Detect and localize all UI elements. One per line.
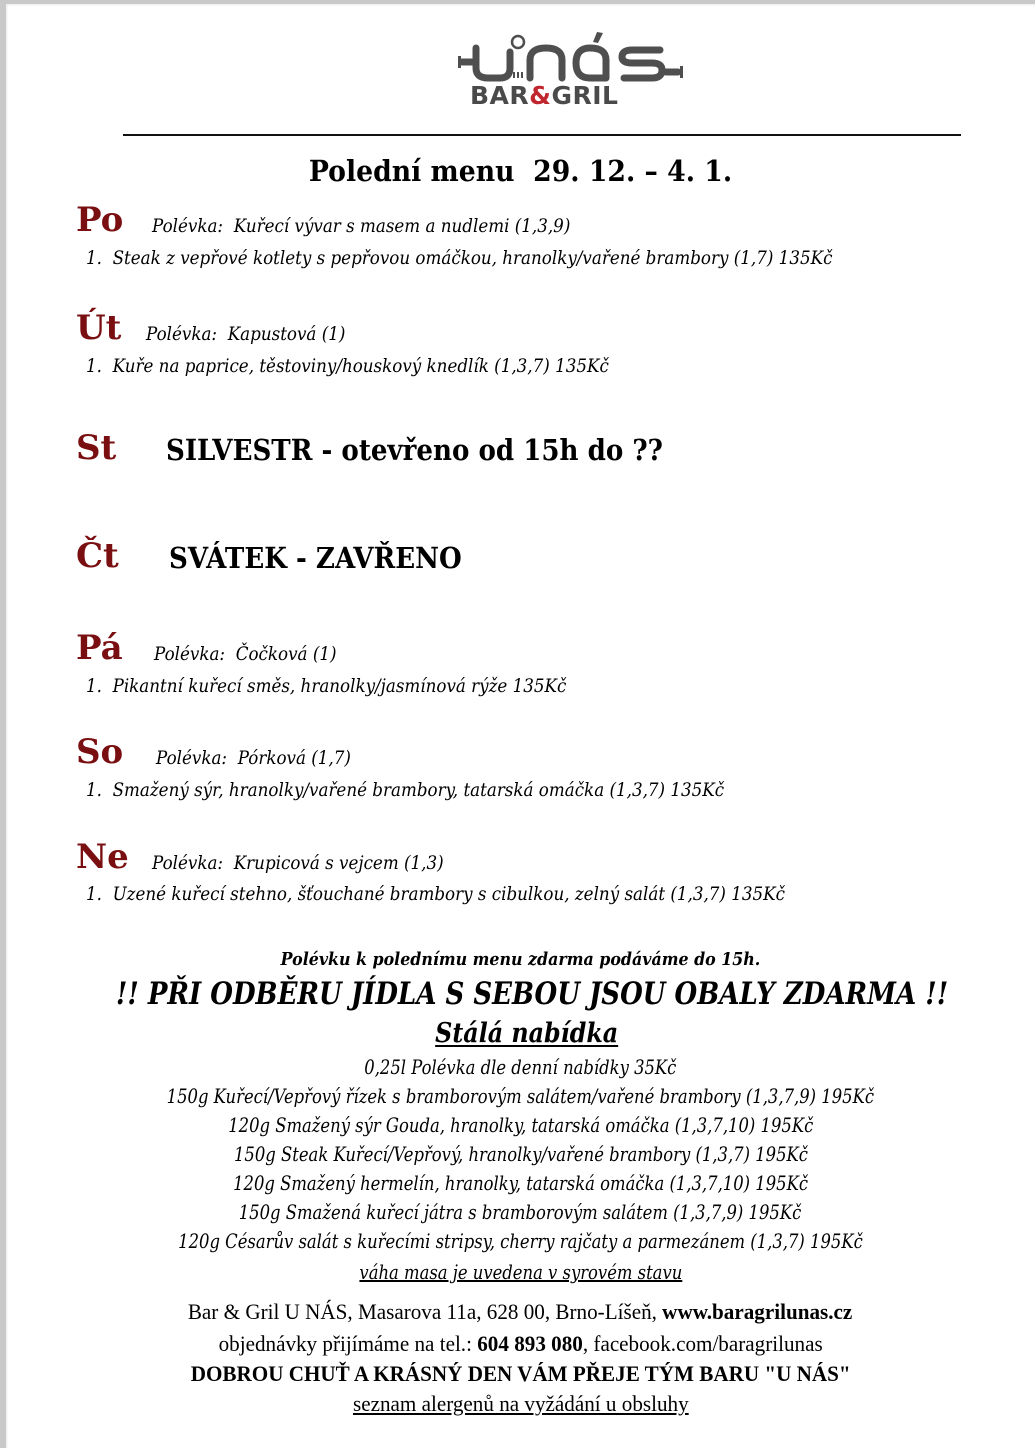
footer-address-line [6, 1298, 1035, 1326]
logo-bar-text: BAR [470, 81, 530, 110]
footer-allergens: seznam alergenů na vyžádání u obsluhy [352, 1391, 689, 1416]
phone-number[interactable]: 604 893 080 [477, 1331, 583, 1356]
standing-offer-item: 120g Césarův salát s kuřecími stripsy, cherry rajčaty a parmezánem (1,3,7) 195Kč [178, 1229, 863, 1253]
notice-ct: SVÁTEK - ZAVŘENO [169, 541, 462, 575]
standing-offer-list [6, 1053, 1035, 1256]
soup-ne: Polévka: Krupicová s vejcem (1,3) [152, 852, 444, 874]
standing-offer-title: Stálá nabídka [435, 1018, 619, 1049]
day-label-ct: Čt [76, 536, 119, 576]
footer-orders-line [6, 1330, 1035, 1358]
day-label-po: Po [76, 200, 124, 240]
footer-orders-prefix: objednávky přijímáme na tel.: [218, 1331, 478, 1356]
facebook-link[interactable]: , facebook.com/baragrilunas [582, 1331, 823, 1356]
day-label-ut: Út [76, 308, 122, 348]
brand-logo [456, 32, 696, 112]
soup-po: Polévka: Kuřecí vývar s masem a nudlemi (1,3,9) [152, 215, 571, 237]
notice-st: SILVESTR - otevřeno od 15h do ?? [166, 433, 663, 467]
soup-so: Polévka: Pórková (1,7) [156, 747, 351, 769]
meal-ne: 1. Uzené kuřecí stehno, šťouchané brambory s cibulkou, zelný salát (1,3,7) 135Kč [86, 883, 786, 905]
website-link[interactable]: www.baragrilunas.cz [662, 1299, 853, 1324]
standing-offer-item: 0,25l Polévka dle denní nabídky 35Kč [364, 1055, 677, 1079]
standing-offer-item: 120g Smažený sýr Gouda, hranolky, tatarská omáčka (1,3,7,10) 195Kč [227, 1113, 814, 1137]
header-divider [123, 134, 961, 136]
day-label-pa: Pá [76, 628, 123, 668]
meal-pa: 1. Pikantní kuřecí směs, hranolky/jasmínová rýže 135Kč [86, 675, 567, 697]
standing-offer-item: 150g Smažená kuřecí játra s bramborovým salátem (1,3,7,9) 195Kč [239, 1200, 802, 1224]
raw-weight-note: váha masa je uvedena v syrovém stavu [359, 1260, 682, 1284]
page-title: Polední menu 29. 12. – 4. 1. [308, 154, 733, 188]
standing-offer-item: 150g Steak Kuřecí/Vepřový, hranolky/vařené brambory (1,3,7) 195Kč [233, 1142, 808, 1166]
soup-pa: Polévka: Čočková (1) [154, 643, 337, 665]
soup-ut: Polévka: Kapustová (1) [146, 323, 346, 345]
footer-address: Bar & Gril U NÁS, Masarova 11a, 628 00, Brno-Líšeň, [188, 1299, 663, 1324]
packaging-note: !! PŘI ODBĚRU JÍDLA S SEBOU JSOU OBALY ZDARMA !! [115, 976, 949, 1012]
meal-so: 1. Smažený sýr, hranolky/vařené brambory, tatarská omáčka (1,3,7) 135Kč [86, 779, 725, 801]
bar-gril-wordmark [470, 80, 680, 112]
standing-offer-item: 120g Smažený hermelín, hranolky, tatarská omáčka (1,3,7,10) 195Kč [233, 1171, 808, 1195]
day-label-st: St [76, 428, 117, 468]
unas-logo-script-icon [456, 32, 696, 84]
free-soup-note: Polévku k polednímu menu zdarma podáváme do 15h. [280, 949, 761, 970]
menu-page [6, 4, 1035, 1448]
meal-ut: 1. Kuře na paprice, těstoviny/houskový knedlík (1,3,7) 135Kč [86, 355, 609, 377]
logo-gril-text: GRIL [551, 81, 619, 110]
day-label-so: So [76, 732, 124, 772]
footer-greeting: DOBROU CHUŤ A KRÁSNÝ DEN VÁM PŘEJE TÝM BARU "U NÁS" [190, 1361, 851, 1386]
logo-ampersand: & [529, 81, 552, 110]
meal-po: 1. Steak z vepřové kotlety s pepřovou omáčkou, hranolky/vařené brambory (1,7) 135Kč [86, 247, 833, 269]
day-label-ne: Ne [76, 837, 129, 877]
standing-offer-item: 150g Kuřecí/Vepřový řízek s bramborovým salátem/vařené brambory (1,3,7,9) 195Kč [166, 1084, 875, 1108]
